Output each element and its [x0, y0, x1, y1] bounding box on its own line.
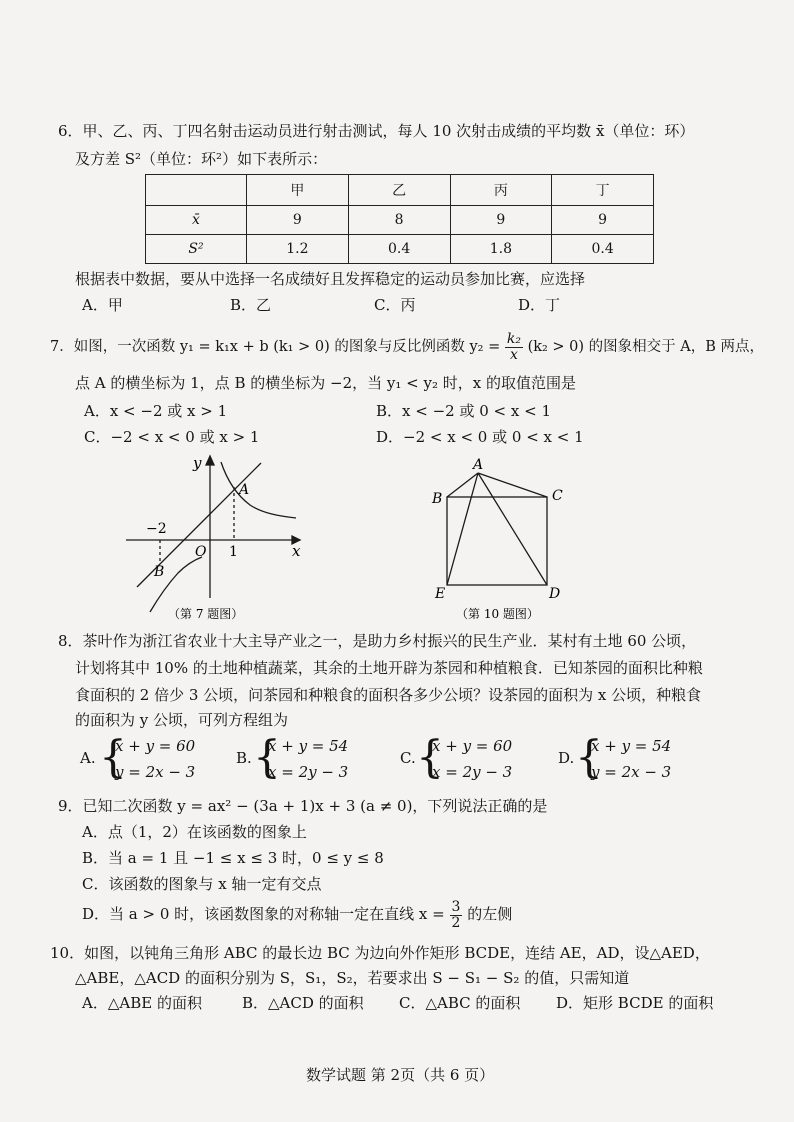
- table-cell: 1.2: [247, 235, 349, 264]
- figure-10-caption: （第 10 题图）: [456, 607, 539, 621]
- q7-option-a: A．x < −2 或 x > 1: [84, 402, 228, 420]
- q10-option-b: B．△ACD 的面积: [242, 994, 364, 1012]
- label-origin: O: [195, 544, 207, 560]
- equation-1: x + y = 60: [432, 737, 513, 755]
- y-axis-arrow-icon: [206, 456, 214, 465]
- option-label: B.: [236, 749, 252, 767]
- q7-frac-num: k₂: [506, 331, 521, 347]
- equation-2: y = 2x − 3: [115, 763, 196, 781]
- label-point-b: B: [154, 564, 165, 580]
- segment-ac: [478, 473, 547, 497]
- table-cell: 0.4: [552, 235, 654, 264]
- equation-2: x = 2y − 3: [432, 763, 513, 781]
- label-d: D: [549, 586, 561, 602]
- q7-option-d: D．−2 < x < 0 或 0 < x < 1: [376, 428, 584, 446]
- q9-fraction: [450, 900, 463, 930]
- q10-option-c: C．△ABC 的面积: [399, 994, 521, 1012]
- q9-frac-num: 3: [451, 899, 461, 915]
- table-header-cell: 丙: [450, 175, 552, 206]
- label-x: x: [292, 542, 301, 560]
- figure-10-diagram: [447, 473, 547, 585]
- figure-7-caption: （第 7 题图）: [168, 607, 244, 621]
- q6-option-d: D．丁: [518, 296, 561, 314]
- table-cell: x̄: [146, 206, 247, 235]
- q7-option-c: C．−2 < x < 0 或 x > 1: [84, 428, 260, 446]
- q9-option-c: C．该函数的图象与 x 轴一定有交点: [82, 875, 322, 893]
- tick-1: 1: [229, 544, 238, 560]
- q9-frac-den: 2: [451, 914, 461, 931]
- table-header-cell: 甲: [247, 175, 349, 206]
- q9-line1: 9．已知二次函数 y = ax² − (3a + 1)x + 3 (a ≠ 0)，下列说法正确的是: [58, 797, 548, 815]
- equation-2: x = 2y − 3: [268, 763, 349, 781]
- q7-line1-b: (k₂ > 0) 的图象相交于 A，B 两点，: [527, 339, 765, 356]
- q8-line1: 8．茶叶作为浙江省农业十大主导产业之一，是助力乡村振兴的民生产业．某村有土地 60 公顷，: [58, 632, 697, 650]
- q9-option-d: [82, 900, 512, 930]
- segment-ad: [478, 473, 547, 585]
- segment-ae: [447, 473, 478, 585]
- q8-line4: 的面积为 y 公顷，可列方程组为: [75, 711, 289, 729]
- label-e: E: [435, 586, 446, 602]
- table-cell: 0.4: [348, 235, 450, 264]
- q7-option-b: B．x < −2 或 0 < x < 1: [376, 402, 551, 420]
- equation-2: y = 2x − 3: [591, 763, 672, 781]
- table-cell: 9: [552, 206, 654, 235]
- table-cell: 9: [450, 206, 552, 235]
- q10-line2: △ABE，△ACD 的面积分别为 S，S₁，S₂，若要求出 S − S₁ − S₂ 的值，只需知道: [75, 969, 630, 987]
- table-cell: S²: [146, 235, 247, 264]
- label-y: y: [193, 454, 202, 472]
- q10-line1: 10．如图，以钝角三角形 ABC 的最长边 BC 为边向外作矩形 BCDE，连结 AE，AD，设△AED，: [50, 944, 710, 962]
- q10-option-a: A．△ABE 的面积: [82, 994, 202, 1012]
- brace-icon: {: [99, 732, 127, 783]
- q9-option-d-b: 的左侧: [467, 905, 513, 924]
- q6-line1: 6．甲、乙、丙、丁四名射击运动员进行射击测试，每人 10 次射击成绩的平均数 x̄（单位：环）: [58, 122, 695, 140]
- page-footer: 数学试题 第 2页（共 6 页）: [306, 1066, 495, 1084]
- brace-icon: {: [575, 732, 603, 783]
- segment-ab: [447, 473, 478, 497]
- q9-option-b: B．当 a = 1 且 −1 ≤ x ≤ 3 时，0 ≤ y ≤ 8: [82, 849, 384, 867]
- q9-option-d-a: D．当 a > 0 时，该函数图象的对称轴一定在直线 x =: [82, 905, 445, 924]
- q6-option-c: C．丙: [374, 296, 416, 314]
- option-label: A.: [80, 749, 96, 767]
- table-header-cell: 丁: [552, 175, 654, 206]
- label-a: A: [473, 457, 484, 473]
- tick-neg2: −2: [146, 521, 167, 537]
- table-cell: 9: [247, 206, 349, 235]
- label-b: B: [432, 491, 443, 507]
- q6-option-a: A．甲: [82, 296, 123, 314]
- brace-icon: {: [253, 732, 281, 783]
- q8-line2: 计划将其中 10% 的土地种植蔬菜，其余的土地开辟为茶园和种植粮食．已知茶园的面积比种粮: [75, 659, 703, 677]
- equation-1: x + y = 54: [268, 737, 349, 755]
- table-cell: 8: [348, 206, 450, 235]
- table-cell: 1.8: [450, 235, 552, 264]
- rectangle-bcde: [447, 497, 547, 585]
- hyperbola-branch-upper: [221, 462, 296, 518]
- q7-line2: 点 A 的横坐标为 1，点 B 的横坐标为 −2，当 y₁ < y₂ 时，x 的取值范围是: [75, 374, 576, 392]
- q6-line2: 及方差 S²（单位：环²）如下表所示：: [75, 150, 328, 168]
- q6-option-b: B．乙: [230, 296, 272, 314]
- q7-frac-den: x: [509, 346, 518, 363]
- q8-line3: 食面积的 2 倍少 3 公顷，问茶园和种粮食的面积各多少公顷？设茶园的面积为 x 公顷，种粮食: [75, 686, 702, 704]
- option-label: D.: [558, 749, 575, 767]
- equation-1: x + y = 60: [115, 737, 196, 755]
- option-label: C.: [400, 749, 416, 767]
- label-c: C: [552, 488, 563, 504]
- brace-icon: {: [416, 732, 444, 783]
- equation-1: x + y = 54: [591, 737, 672, 755]
- q9-option-a: A．点（1，2）在该函数的图象上: [82, 823, 307, 841]
- table-header-cell: 乙: [348, 175, 450, 206]
- q6-question: 根据表中数据，要从中选择一名成绩好且发挥稳定的运动员参加比赛，应选择: [75, 270, 586, 288]
- q7-line1-a: 7．如图，一次函数 y₁ = k₁x + b (k₁ > 0) 的图象与反比例函数 y₂ =: [50, 339, 501, 356]
- q10-option-d: D．矩形 BCDE 的面积: [556, 994, 714, 1012]
- label-point-a: A: [239, 482, 250, 498]
